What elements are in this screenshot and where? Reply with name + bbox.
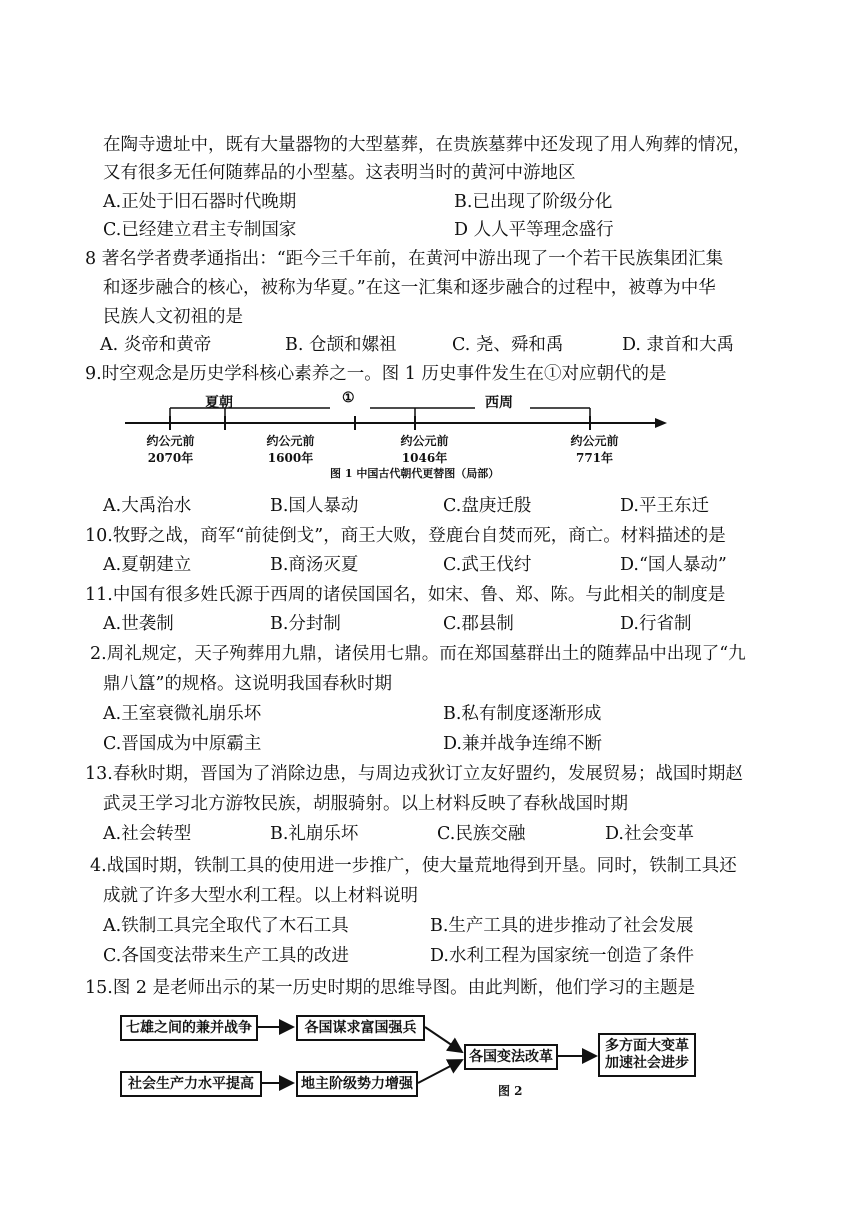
q10-option-c: C.武王伐纣 [443,555,532,575]
q12-option-c: C.晋国成为中原霸主 [103,734,262,754]
q10-option-a: A.夏朝建立 [103,555,192,575]
q7-stem-line1: 在陶寺遗址中，既有大量器物的大型墓葬，在贵族墓葬中还发现了用人殉葬的情况， [103,135,751,155]
q12-stem-line2: 鼎八簋”的规格。这说明我国春秋时期 [103,674,392,694]
q8-option-a: A. 炎帝和黄帝 [100,335,212,355]
q13-option-d: D.社会变革 [605,824,694,844]
q13-stem-line2: 武灵王学习北方游牧民族，胡服骑射。以上材料反映了春秋战国时期 [103,794,628,814]
q11-option-d: D.行省制 [620,614,692,634]
segment-xia: 夏朝 [205,395,233,411]
q12-option-b: B.私有制度逐渐形成 [443,704,602,724]
mindmap-box-great-change [598,1033,696,1077]
q7-option-b: B.已出现了阶级分化 [454,192,613,212]
timeline-arrow [655,418,667,428]
q14-option-b: B.生产工具的进步推动了社会发展 [430,916,694,936]
q8-stem-line3: 民族人文初祖的是 [103,307,243,327]
segment-xizhou: 西周 [485,395,513,411]
tick-label-1600 [253,432,328,466]
q13-option-c: C.民族交融 [437,824,526,844]
tick-label-1046-bottom: 1046年 [401,451,448,465]
q14-option-c: C.各国变法带来生产工具的改进 [103,946,349,966]
q11-option-a: A.世袭制 [103,614,174,634]
q14-stem-line2: 成就了许多大型水利工程。以上材料说明 [103,886,418,906]
q7-option-c: C.已经建立君主专制国家 [103,220,297,240]
q14-option-d: D.水利工程为国家统一创造了条件 [430,946,694,966]
tick-label-2070-bottom: 2070年 [147,451,194,465]
mindmap-box-seven-states-war: 七雄之间的兼并战争 [120,1015,258,1041]
q9-option-d: D.平王东迁 [620,496,709,516]
q7-option-a: A.正处于旧石器时代晚期 [103,192,297,212]
q9-option-c: C.盘庚迁殷 [443,496,532,516]
q14-option-a: A.铁制工具完全取代了木石工具 [103,916,349,936]
q11-stem: 11.中国有很多姓氏源于西周的诸侯国国名，如宋、鲁、郑、陈。与此相关的制度是 [85,585,726,605]
tick-label-771-bottom: 771年 [575,451,614,465]
arrow-2-5 [425,1027,462,1052]
mindmap-box-reforms: 各国变法改革 [464,1044,558,1070]
tick-label-1600-top: 约公元前 [266,434,315,448]
q8-option-c: C. 尧、舜和禹 [452,335,564,355]
figure1-caption: 图 1 中国古代朝代更替图（局部） [330,467,500,480]
mindmap-box-landlord-class: 地主阶级势力增强 [296,1071,418,1097]
q10-option-d: D.“国人暴动” [620,555,727,575]
timeline-figure [125,390,670,465]
q9-option-a: A.大禹治水 [103,496,192,516]
tick-label-771 [557,432,632,466]
tick-label-1046-top: 约公元前 [400,434,449,448]
q8-stem-line1: 8 著名学者费孝通指出：“距今三千年前，在黄河中游出现了一个若干民族集团汇集 [85,249,724,269]
q9-stem: 9.时空观念是历史学科核心素养之一。图 1 历史事件发生在①对应朝代的是 [85,364,667,384]
q9-option-b: B.国人暴动 [270,496,359,516]
q8-option-b: B. 仓颉和嫘祖 [285,335,397,355]
q12-option-a: A.王室衰微礼崩乐坏 [103,704,262,724]
q7-stem-line2: 又有很多无任何随葬品的小型墓。这表明当时的黄河中游地区 [103,163,576,183]
figure2-caption: 图 2 [498,1084,523,1098]
mindmap-box-great-change-line2: 加速社会进步 [605,1055,689,1071]
q10-option-b: B.商汤灭夏 [270,555,359,575]
q11-option-c: C.郡县制 [443,614,514,634]
q14-stem-line1: 4.战国时期，铁制工具的使用进一步推广，使大量荒地得到开垦。同时，铁制工具还 [90,856,737,876]
q8-option-d: D. 隶首和大禹 [622,335,735,355]
q13-option-b: B.礼崩乐坏 [270,824,359,844]
tick-label-1046 [387,432,462,466]
arrow-4-5 [418,1060,462,1083]
q12-stem-line1: 2.周礼规定，天子殉葬用九鼎，诸侯用七鼎。而在郑国墓群出土的随葬品中出现了“九 [90,644,746,664]
q13-stem-line1: 13.春秋时期，晋国为了消除边患，与周边戎狄订立友好盟约，发展贸易；战国时期赵 [85,764,743,784]
segment-1: ① [342,390,355,406]
mindmap-box-productivity: 社会生产力水平提高 [120,1071,262,1097]
q11-option-b: B.分封制 [270,614,341,634]
q13-option-a: A.社会转型 [103,824,192,844]
q15-stem: 15.图 2 是老师出示的某一历史时期的思维导图。由此判断，他们学习的主题是 [85,978,696,998]
mindmap-box-wealth-strength: 各国谋求富国强兵 [296,1015,425,1041]
mindmap-box-great-change-line1: 多方面大变革 [605,1038,689,1054]
tick-label-771-top: 约公元前 [570,434,619,448]
tick-label-2070-top: 约公元前 [146,434,195,448]
q12-option-d: D.兼并战争连绵不断 [443,734,602,754]
tick-label-2070 [133,432,208,466]
tick-label-1600-bottom: 1600年 [267,451,314,465]
q10-stem: 10.牧野之战，商军“前徒倒戈”，商王大败，登鹿台自焚而死，商亡。材料描述的是 [85,526,726,546]
q7-option-d: D 人人平等理念盛行 [454,220,614,240]
q8-stem-line2: 和逐步融合的核心，被称为华夏。”在这一汇集和逐步融合的过程中，被尊为中华 [103,278,716,298]
